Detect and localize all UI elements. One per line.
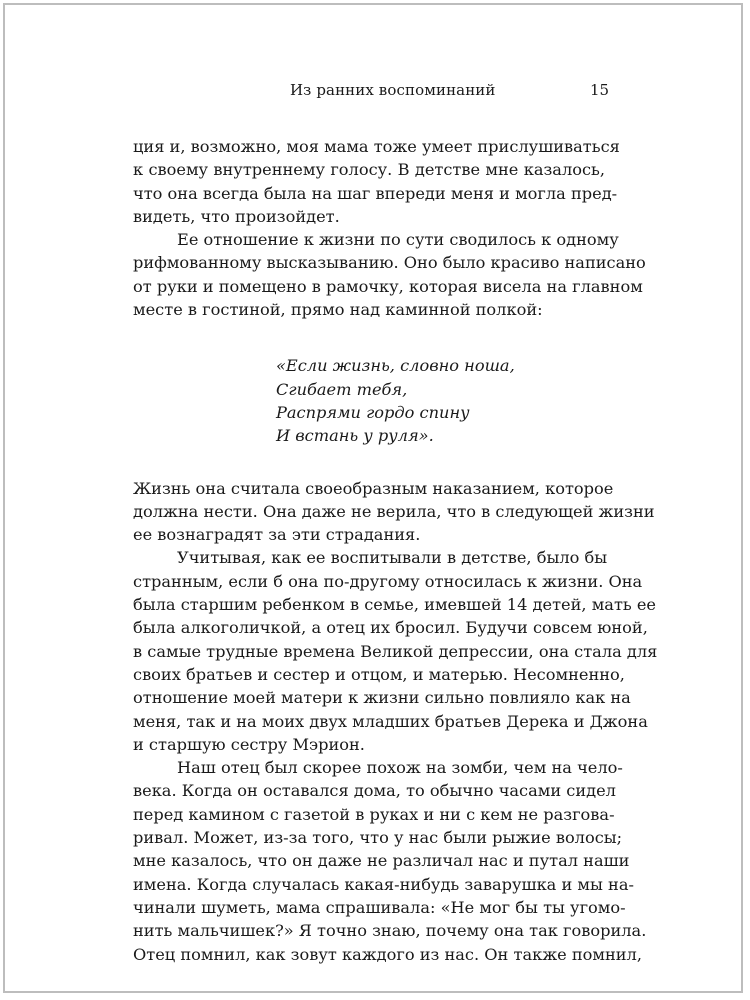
text-line: своих братьев и сестер и отцом, и матерью. Несомненно,: [133, 664, 625, 684]
page-number: 15: [590, 81, 610, 99]
text-line: Отец помнил, как зовут каждого из нас. Он также помнил,: [133, 944, 642, 964]
paragraph: [133, 756, 647, 966]
text-line: месте в гостиной, прямо над каминной полкой:: [133, 300, 543, 320]
text-line: в самые трудные времена Великой депрессии, она стала для: [133, 641, 658, 661]
text-line: ция и, возможно, моя мама тоже умеет прислушиваться: [133, 137, 620, 156]
text-line: меня, так и на моих двух младших братьев Дерека и Джона: [133, 711, 648, 731]
text-line: ривал. Может, из-за того, что у нас были рыжие волосы;: [133, 828, 623, 848]
text-line: нить мальчишек?» Я точно знаю, почему она так говорила.: [133, 921, 647, 941]
poem-line: «Если жизнь, словно ноша,: [276, 356, 515, 376]
text-line: перед камином с газетой в руках и ни с кем не разгова-: [133, 804, 615, 824]
body-text: [133, 135, 658, 966]
text-line: Жизнь она считала своеобразным наказанием, которое: [133, 478, 614, 498]
text-line: отношение моей матери к жизни сильно повлияло как на: [133, 688, 631, 708]
text-line: видеть, что произойдет.: [133, 206, 340, 226]
running-title: Из ранних воспоминаний: [290, 81, 496, 99]
text-line: что она всегда была на шаг впереди меня и могла пред-: [133, 183, 618, 203]
paragraph: [133, 228, 646, 321]
running-header: [5, 81, 741, 105]
text-line: рифмованному высказыванию. Оно было красиво написано: [133, 253, 646, 273]
poem-line: И встань у руля».: [276, 426, 434, 446]
text-line: Ее отношение к жизни по сути сводилось к одному: [177, 230, 619, 250]
text-line: ее вознаградят за эти страдания.: [133, 525, 421, 545]
text-line: от руки и помещено в рамочку, которая висела на главном: [133, 276, 643, 296]
text-line: Учитывая, как ее воспитывали в детстве, было бы: [177, 548, 608, 568]
book-page: [3, 3, 743, 993]
text-line: должна нести. Она даже не верила, что в следующей жизни: [133, 501, 655, 521]
paragraph: [133, 135, 620, 228]
text-line: имена. Когда случалась какая-нибудь заварушка и мы на-: [133, 874, 634, 894]
quoted-poem: [276, 354, 605, 447]
text-line: мне казалось, что он даже не различал нас и путал наши: [133, 851, 630, 871]
text-line: странным, если б она по-другому относилась к жизни. Она: [133, 571, 643, 591]
paragraph: [133, 477, 655, 547]
text-line: чинали шуметь, мама спрашивала: «Не мог бы ты угомо-: [133, 897, 626, 917]
text-line: была алкоголичкой, а отец их бросил. Будучи совсем юной,: [133, 618, 648, 638]
text-line: к своему внутреннему голосу. В детстве мне казалось,: [133, 160, 605, 180]
poem-line: Распрями гордо спину: [276, 402, 470, 422]
text-line: была старшим ребенком в семье, имевшей 14 детей, мать ее: [133, 595, 657, 615]
text-line: Наш отец был скорее похож на зомби, чем на чело-: [177, 758, 623, 778]
poem-line: Сгибает тебя,: [276, 379, 408, 399]
text-line: века. Когда он оставался дома, то обычно часами сидел: [133, 781, 616, 801]
paragraph: [133, 546, 658, 756]
text-line: и старшую сестру Мэрион.: [133, 734, 365, 754]
